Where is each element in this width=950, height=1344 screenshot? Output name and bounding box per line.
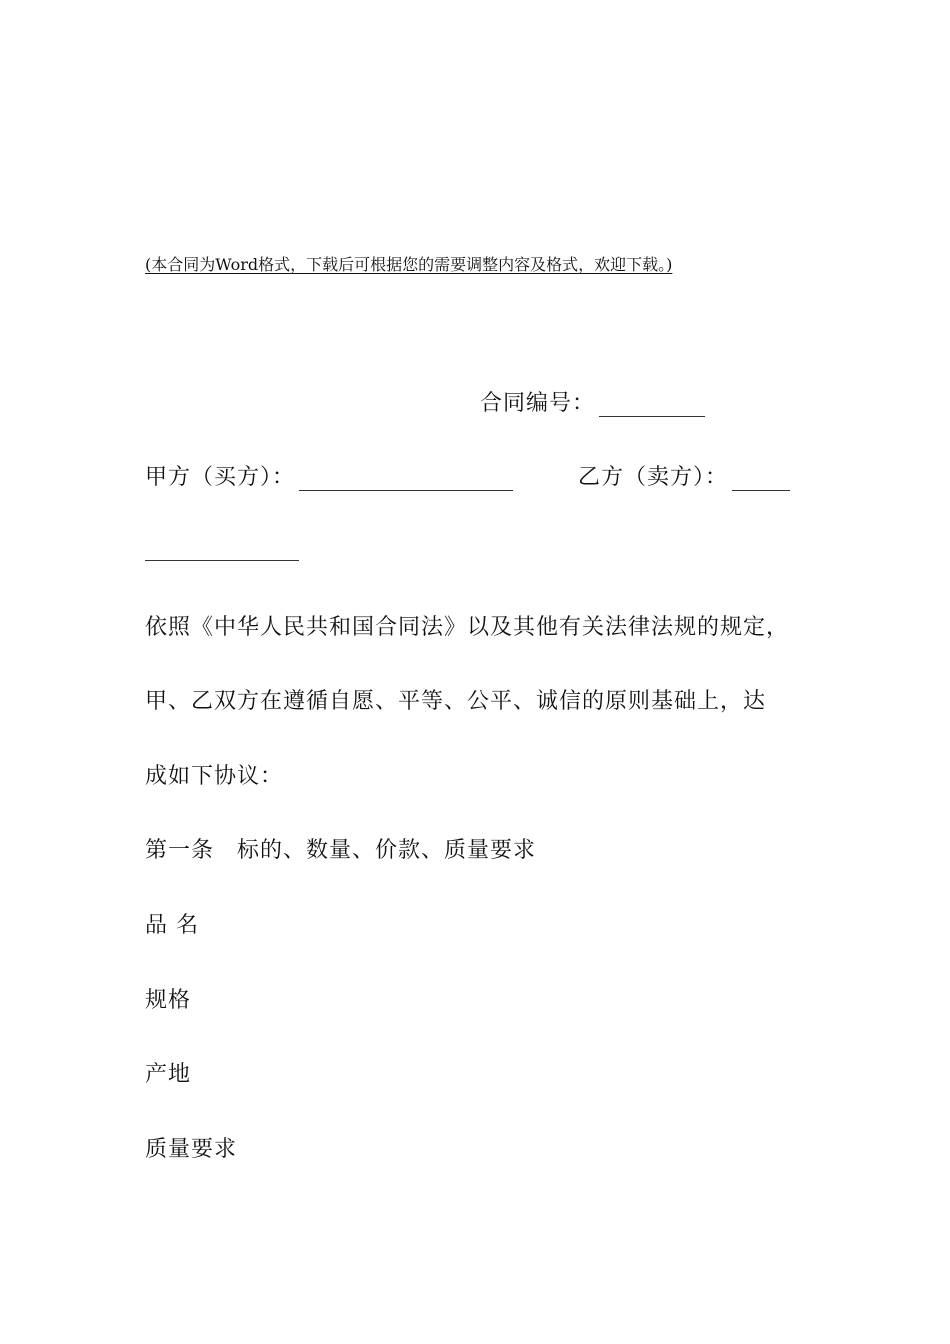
party-a-line	[145, 460, 513, 491]
contract-number-blank	[599, 392, 705, 417]
party-b-label: 乙方（卖方）：	[578, 465, 729, 490]
field-product-name: 品 名	[145, 913, 199, 938]
contract-number-line	[480, 386, 705, 417]
contract-number-label: 合同编号：	[480, 391, 596, 416]
field-specification: 规格	[145, 988, 192, 1013]
party-a-label: 甲方（买方）：	[145, 465, 296, 490]
preamble-line-3: 成如下协议：	[145, 764, 284, 789]
party-a-blank	[299, 466, 513, 491]
preamble-line-1: 依照《中华人民共和国合同法》以及其他有关法律法规的规定，	[145, 615, 790, 640]
field-origin: 产地	[145, 1062, 192, 1087]
article-1-title: 第一条 标的、数量、价款、质量要求	[145, 838, 537, 863]
field-quality-requirement: 质量要求	[145, 1137, 238, 1162]
preamble-line-2: 甲、乙双方在遵循自愿、平等、公平、诚信的原则基础上，达	[145, 689, 767, 714]
party-b-line	[578, 460, 790, 491]
format-note: (本合同为Word格式，下载后可根据您的需要调整内容及格式，欢迎下载。)	[145, 255, 673, 274]
party-b-blank-continued	[145, 536, 299, 561]
party-b-blank	[732, 466, 790, 491]
